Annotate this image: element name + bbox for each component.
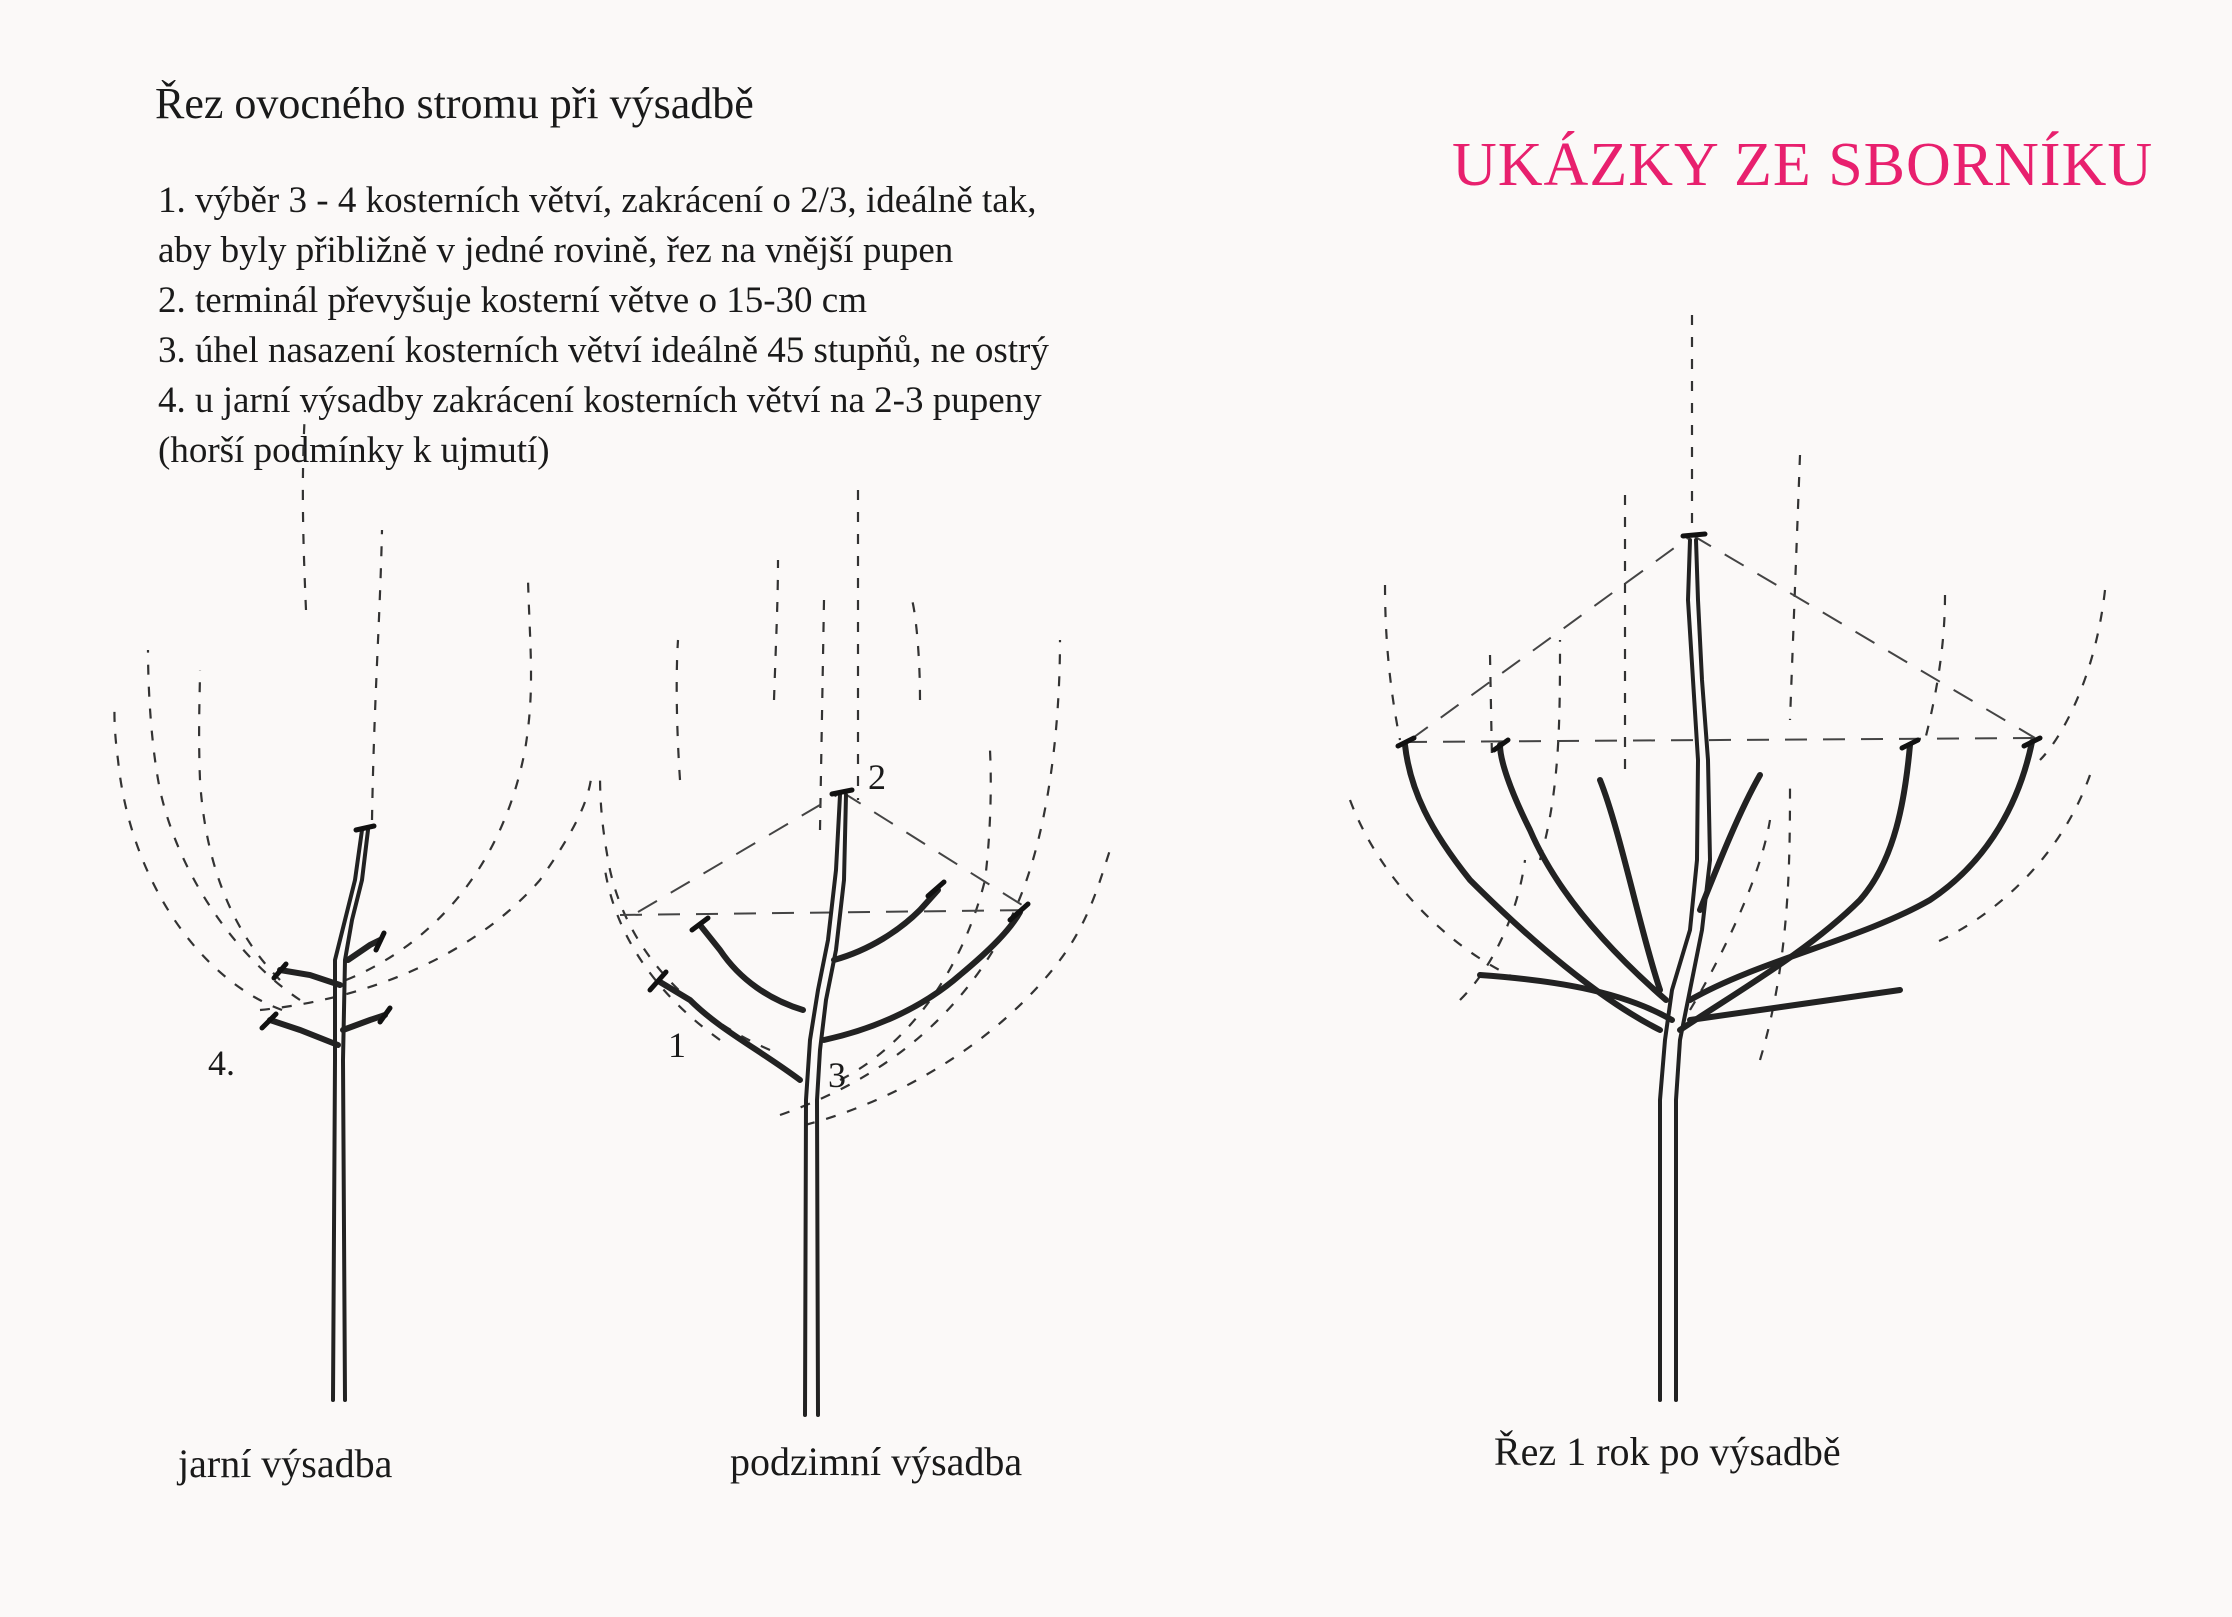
tree-one-year-after bbox=[1350, 315, 2105, 1400]
marker-autumn-3: 3 bbox=[828, 1055, 846, 1095]
marker-autumn-1: 1 bbox=[668, 1025, 686, 1065]
caption-autumn-planting: podzimní výsadba bbox=[730, 1439, 1023, 1484]
tree-autumn-planting bbox=[600, 490, 1110, 1415]
diagram-heading: Řez ovocného stromu při výsadbě bbox=[155, 79, 754, 128]
tree-spring-planting bbox=[114, 410, 592, 1400]
watermark-text: UKÁZKY ZE SBORNÍKU bbox=[1452, 131, 2154, 199]
note-line: (horší podmínky k ujmutí) bbox=[158, 430, 550, 471]
note-line: 1. výběr 3 - 4 kosterních větví, zakrácení o 2/3, ideálně tak, bbox=[158, 180, 1037, 221]
note-line: aby byly přibližně v jedné rovině, řez na vnější pupen bbox=[158, 230, 954, 271]
marker-spring: 4. bbox=[208, 1043, 235, 1083]
marker-autumn-2: 2 bbox=[868, 757, 886, 797]
note-line: 2. terminál převyšuje kosterní větve o 15-30 cm bbox=[158, 280, 867, 321]
note-line: 4. u jarní výsadby zakrácení kosterních větví na 2-3 pupeny bbox=[158, 380, 1042, 421]
note-line: 3. úhel nasazení kosterních větví ideálně 45 stupňů, ne ostrý bbox=[158, 330, 1049, 371]
caption-one-year-after: Řez 1 rok po výsadbě bbox=[1494, 1429, 1841, 1474]
caption-spring-planting: jarní výsadba bbox=[178, 1441, 393, 1486]
